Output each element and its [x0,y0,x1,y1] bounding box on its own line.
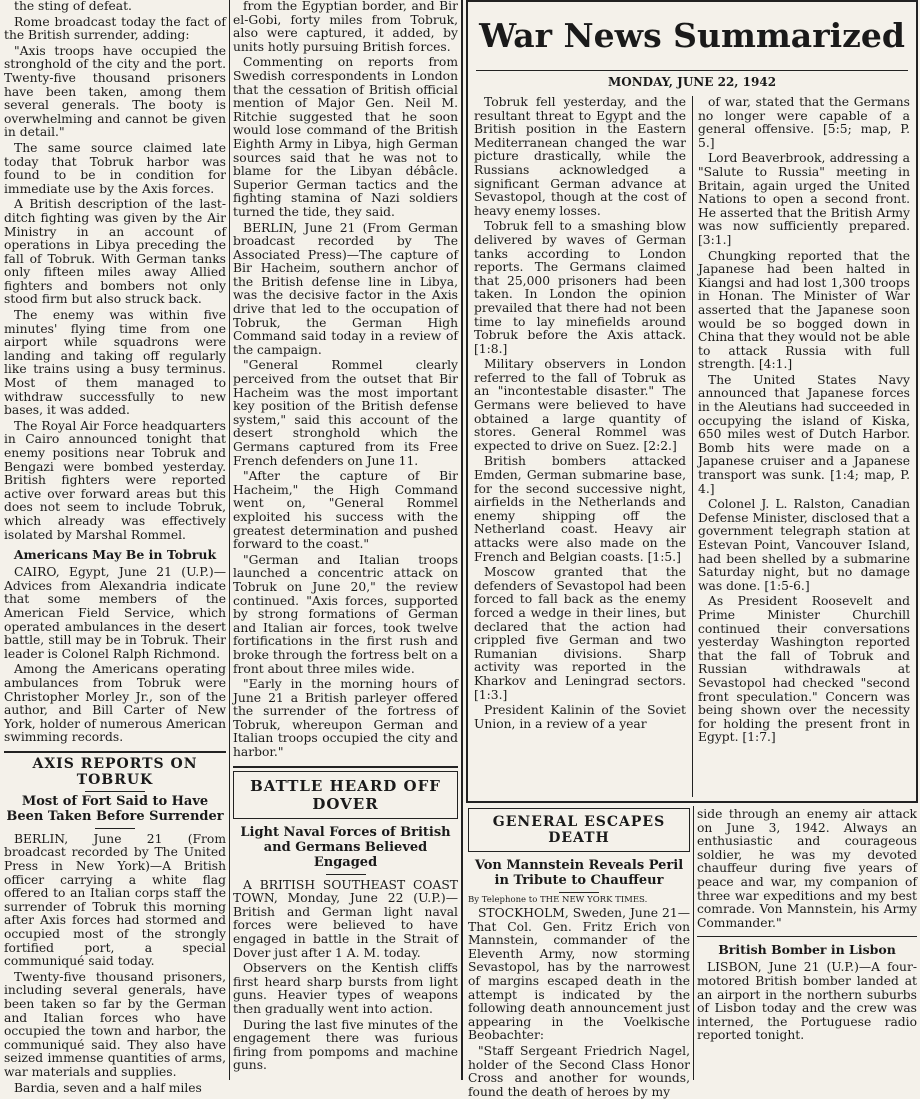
dover-paragraph: During the last five minutes of the engagement there was furious firing from pompoms and machine guns. [233,1017,458,1073]
axis-deck: Most of Fort Said to Have Been Taken Before Surrender [6,793,224,824]
axis-article [4,833,226,1095]
general-continued-column [697,808,917,1080]
middle-article [233,0,458,760]
axis-paragraph: BERLIN, June 21 (From broadcast recorded by The United Press in New York)—A British officer carrying a white flag offered to an Italian corps staff the surrender of Tobruk this morning after Axis forces had stormed and occupied most of the strongly fortified port, a special communiqué said today. [4,831,226,969]
dover-headline-box [233,771,458,819]
general-continued-text: side through an enemy air attack on June 3, 1942. Always an enthusiastic and courageous soldier, he was my devoted chauffeur during five years of peace and war, my companion of three war expeditions and my best comrade. Von Mannstein, his Army Commander." [697,807,917,930]
americans-article [4,566,226,745]
middle-paragraph: "German and Italian troops launched a concentric attack on Tobruk on June 20," the review continued. "Axis forces, supported by strong formations of German and Italian air forces, took twelve fortifications in the first rush and broke through the fortress belt on a front about three miles wide. [233,552,458,676]
axis-headline: AXIS REPORTS ON TOBRUK [32,755,198,788]
dover-article [233,879,458,1073]
left-top-paragraph: The enemy was within five minutes' flying time from one airport while squadrons were landing and taking off regularly like trains using a busy terminus. Most of them managed to withdraw successfully to new bases, it was added. [4,308,226,418]
summary-title: War News Summarized [479,16,905,55]
dover-paragraph: Observers on the Kentish cliffs first heard sharp bursts from light guns. Heavier types of weapons then gradually went into action. [233,961,458,1016]
left-top-article [4,0,226,542]
summary-a-paragraph: Tobruk fell yesterday, and the resultant threat to Egypt and the British position in the Eastern Mediterranean changed the war picture drastically, while the Russians acknowledged a significant German advance at Sevastopol, though at the cost of heavy enemy losses. [474,95,686,218]
middle-paragraph: Commenting on reports from Swedish correspondents in London that the cessation of British official mention of Major Gen. Neil M. Ritchie suggested that he soon would lose command of the British Eighth Army in Libya, high German sources said that he was not to blame for the Libyan débâcle. Superior German tactics and the fighting stamina of Nazi soldiers turned the tide, they said. [233,55,458,219]
middle-paragraph: "After the capture of Bir Hacheim," the High Command went on, "General Rommel exploited his success with the greatest determination and pushed forward to the coast." [233,469,458,552]
bomber-text: LISBON, June 21 (U.P.)—A four-motored British bomber landed at an airport in the northern suburbs of Lisbon today and the crew was interned, the Portuguese radio reported tonight. [697,960,917,1043]
summary-a-paragraph: Moscow granted that the defenders of Sevastopol had been forced to fall back as the enemy forced a wedge in their lines, but declared that the action had crippled five German and two Rumanian divisions. Sharp activity was reported in the Kharkov and Leningrad sectors. [1:3.] [474,565,686,702]
general-paragraph: "Staff Sergeant Friedrich Nagel, holder of the Second Class Honor Cross and another for wounds, found the death of heroes by my [468,1043,690,1099]
left-top-paragraph: The same source claimed late today that Tobruk harbor was found to be in condition for immediate use by the Axis forces. [4,140,226,196]
middle-column [233,0,458,1080]
dover-deck: Light Naval Forces of British and Germans Believed Engaged [240,824,451,870]
general-deck: Von Mannstein Reveals Peril in Tribute to Chauffeur [474,858,684,888]
summary-b-paragraph: Chungking reported that the Japanese had been halted in Kiangsi and had lost 1,300 troops in Honan. The Minister of War asserted that the Japanese soon would be so bogged down in China that they would not be able to attack Russia with full strength. [4:1.] [698,248,910,372]
summary-a-paragraph: Military observers in London referred to the fall of Tobruk as an "incontestable disaster." The Germans were believed to have obtained a large quantity of stores. General Rommel was expected to drive on Suez. [2:2.] [474,357,686,453]
left-top-paragraph: Rome broadcast today the fact of the British surrender, adding: [4,14,226,43]
summary-a-paragraph: President Kalinin of the Soviet Union, in a review of a year [474,703,686,731]
left-top-paragraph: the sting of defeat. [14,0,132,13]
left-top-paragraph: The Royal Air Force headquarters in Cairo announced tonight that enemy positions near Tobruk and Bengazi were bombed yesterday. British fighters were reported active over forward areas but this does not seem to include Tobruk, which already was effectively isolated by Marshal Rommel. [4,418,226,542]
summary-b-paragraph: As President Roosevelt and Prime Minister Churchill continued their conversations yesterday Washington reported that the fall of Tobruk and Russian withdrawals at Sevastopol had checked "second front speculation." Concern was being shown over the necessity for holding the present front in Egypt. [1:7.] [698,594,910,745]
left-top-paragraph: A British description of the last-ditch fighting was given by the Air Ministry in an account of operations in Libya preceding the fall of Tobruk. With German tanks only fifteen miles away Allied fighters and bombers not only stood firm but also struck back. [4,197,226,307]
middle-paragraph: "General Rommel clearly perceived from the outset that Bir Hacheim was the most important key position of the British defense system," said this account of the desert stronghold which the Germans captured from its Free French defenders on June 11. [233,358,458,468]
axis-paragraph: Twenty-five thousand prisoners, including several generals, have been taken so far by the German and Italian forces who have occupied the town and harbor, the communiqué said. They also have seized immense quantities of arms, war materials and supplies. [4,969,226,1079]
general-paragraph: STOCKHOLM, Sweden, June 21—That Col. Gen. Fritz Erich von Mannstein, commander of the Eleventh Army, now storming Sevastopol, has by the narrowest of margins escaped death in the attempt is indicated by the following death announcement just appearing in the Voelkische Beobachter: [468,906,690,1043]
summary-a-paragraph: British bombers attacked Emden, German submarine base, for the second successive night, airfields in the Netherlands and enemy shipping off the Netherland coast. Heavy air attacks were also made on the French and Belgian coasts. [1:5.] [474,454,686,564]
dover-paragraph: A BRITISH SOUTHEAST COAST TOWN, Monday, June 22 (U.P.)—British and German light naval forces were believed to have engaged in battle in the Strait of Dover just after 1 A. M. today. [233,877,458,960]
summary-b-paragraph: Lord Beaverbrook, addressing a "Salute to Russia" meeting in Britain, again urged the United Nations to open a second front. He asserted that the British Army was now sufficiently prepared. [3:1.] [698,151,910,247]
summary-column-a [474,96,686,797]
bomber-headline: British Bomber in Lisbon [718,942,896,958]
summary-b-paragraph: of war, stated that the Germans no longer were capable of a general offensive. [5:5; map, P. 5.] [698,95,910,150]
summary-column-b [698,96,910,797]
left-column [4,0,226,1095]
summary-date: MONDAY, JUNE 22, 1942 [607,75,777,89]
general-byline: By Telephone to THE NEW YORK TIMES. [468,895,648,905]
summary-box [466,0,918,803]
middle-paragraph: from the Egyptian border, and Bir el-Gobi, forty miles from Tobruk, also were captured, it added, by units hotly pursuing British forces. [233,0,458,54]
general-article [468,808,690,1099]
middle-paragraph: BERLIN, June 21 (From German broadcast recorded by The Associated Press)—The capture of Bir Hacheim, southern anchor of the British defense line in Libya, was the decisive factor in the Axis drive that led to the occupation of Tobruk, the German High Command said today in a review of the campaign. [233,220,458,357]
americans-paragraph: CAIRO, Egypt, June 21 (U.P.)—Advices from Alexandria indicate that some members of the American Field Service, which operated ambulances in the desert battle, still may be in Tobruk. Their leader is Colonel Ralph Richmond. [4,565,226,661]
americans-paragraph: Among the Americans operating ambulances from Tobruk were Christopher Morley Jr., son of the author, and Bill Carter of New York, holder of numerous American swimming records. [4,662,226,745]
general-headline: GENERAL ESCAPES DEATH [492,814,666,846]
dover-headline: BATTLE HEARD OFF DOVER [250,776,441,813]
summary-b-paragraph: Colonel J. L. Ralston, Canadian Defense Minister, disclosed that a government telegraph station at Estevan Point, Vancouver Island, had been shelled by a submarine Saturday night, but no damage was done. [1:5-6.] [698,497,910,593]
americans-subhead: Americans May Be in Tobruk [13,547,217,563]
middle-paragraph: "Early in the morning hours of June 21 a British parleyer offered the surrender of the fortress of Tobruk, whereupon German and Italian troops occupied the city and harbor." [233,677,458,760]
left-top-paragraph: "Axis troops have occupied the stronghold of the city and the port. Twenty-five thousand prisoners have been taken, among them several generals. The booty is overwhelming and cannot be given in detail." [4,43,226,140]
general-headline-box [468,808,690,852]
summary-b-paragraph: The United States Navy announced that Japanese forces in the Aleutians had succeeded in occupying the island of Kiska, 650 miles west of Dutch Harbor. Bomb hits were made on a Japanese cruiser and a Japanese transport was sunk. [1:4; map, P. 4.] [698,372,910,496]
axis-paragraph: Bardia, seven and a half miles [14,1080,202,1095]
general-body [468,907,690,1099]
summary-a-paragraph: Tobruk fell to a smashing blow delivered by waves of German tanks according to London reports. The Germans claimed that 25,000 prisoners had been taken. In London the opinion prevailed that there had not been time to lay minefields around Tobruk before the Axis attack. [1:8.] [474,219,686,356]
